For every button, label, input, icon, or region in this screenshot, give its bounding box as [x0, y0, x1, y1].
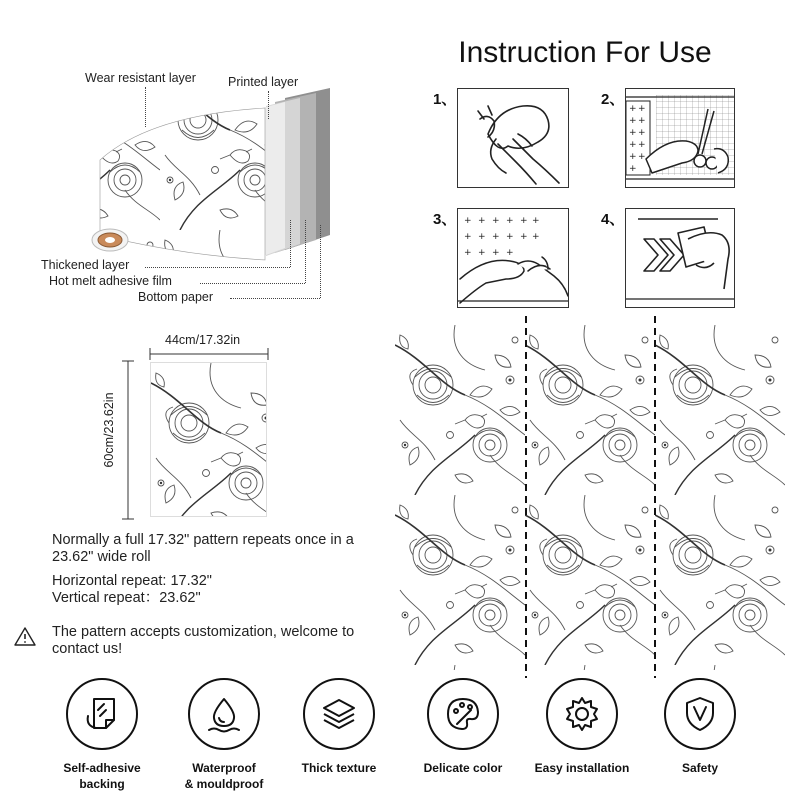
- feature-easy-installation-circle: [546, 678, 618, 750]
- thickened-leader-line: [145, 267, 290, 268]
- thickened-layer-label: Thickened layer: [41, 258, 130, 272]
- feature-thick-texture: [279, 678, 399, 776]
- instruction-title: Instruction For Use: [458, 36, 712, 69]
- thickened-leader-vert: [290, 220, 291, 267]
- svg-text:+: +: [638, 152, 646, 162]
- hot-melt-leader-line: [200, 283, 305, 284]
- feature-self-adhesive: [42, 678, 162, 792]
- hot-melt-leader-vert: [305, 220, 306, 283]
- feature-self-adhesive-circle: [66, 678, 138, 750]
- seam-line-2: [653, 316, 657, 678]
- bottom-paper-leader-line: [230, 298, 320, 299]
- svg-text:+: +: [478, 248, 486, 258]
- step-2-number: 2、: [601, 91, 625, 108]
- peel-backing-icon: [458, 209, 568, 307]
- tiled-floral-pattern-image: [395, 325, 785, 670]
- wear-resistant-layer-label: Wear resistant layer: [85, 71, 196, 85]
- feature-thick-texture-label: Thick texture: [301, 761, 377, 775]
- wear-leader-line: [145, 87, 146, 127]
- customization-notice: The pattern accepts customization, welcome to contact us!: [52, 624, 355, 657]
- vertical-repeat: Vertical repeat：23.62": [52, 590, 201, 606]
- step-3-box: [457, 208, 569, 308]
- svg-text:+: +: [520, 232, 528, 242]
- step-4-box: [625, 208, 735, 308]
- width-dimension-arrow: [149, 347, 269, 361]
- bottom-paper-label: Bottom paper: [138, 290, 214, 304]
- gear-icon: [562, 694, 602, 734]
- feature-waterproof: [164, 678, 284, 792]
- svg-text:+: +: [638, 104, 646, 114]
- svg-text:+: +: [629, 128, 637, 138]
- palette-icon: [443, 694, 483, 734]
- svg-text:+: +: [492, 216, 500, 226]
- feature-waterproof-circle: [188, 678, 260, 750]
- smooth-with-scraper-icon: [626, 209, 734, 307]
- shield-icon: [680, 694, 720, 734]
- svg-text:+: +: [506, 216, 514, 226]
- svg-text:+: +: [638, 116, 646, 126]
- feature-thick-texture-circle: [303, 678, 375, 750]
- height-dimension-arrow: [121, 360, 135, 520]
- water-drop-icon: [204, 694, 244, 734]
- step-1-box: [457, 88, 569, 188]
- svg-text:+: +: [478, 232, 486, 242]
- feature-safety-circle: [664, 678, 736, 750]
- pattern-sample: [150, 362, 267, 517]
- horizontal-repeat: Horizontal repeat: 17.32": [52, 573, 212, 589]
- step-3-number: 3、: [433, 211, 457, 228]
- layers-icon: [319, 694, 359, 734]
- svg-text:+: +: [506, 248, 514, 258]
- feature-delicate-color-label: Delicate color: [423, 761, 503, 775]
- feature-self-adhesive-label: Self-adhesive backing: [63, 761, 141, 791]
- step-1-number: 1、: [433, 91, 457, 108]
- svg-text:+: +: [532, 232, 540, 242]
- svg-text:+: +: [506, 232, 514, 242]
- step-4-number: 4、: [601, 211, 625, 228]
- hot-melt-adhesive-film-label: Hot melt adhesive film: [49, 274, 172, 288]
- svg-text:+: +: [464, 232, 472, 242]
- printed-leader-line: [268, 91, 269, 119]
- height-dimension-label: 60cm/23.62in: [102, 392, 116, 468]
- svg-text:+: +: [492, 248, 500, 258]
- svg-text:+: +: [638, 128, 646, 138]
- svg-text:+: +: [629, 104, 637, 114]
- cut-wallpaper-icon: [626, 89, 734, 187]
- seam-line-1: [524, 316, 528, 678]
- feature-delicate-color-circle: [427, 678, 499, 750]
- svg-text:+: +: [478, 216, 486, 226]
- svg-text:+: +: [532, 216, 540, 226]
- feature-delicate-color: [403, 678, 523, 776]
- wallpaper-roll-illustration: [30, 60, 360, 310]
- step-2-box: [625, 88, 735, 188]
- svg-text:+: +: [629, 152, 637, 162]
- repeat-description: Normally a full 17.32" pattern repeats once in a 23.62" wide roll: [52, 532, 354, 565]
- clean-wall-icon: [458, 89, 568, 187]
- svg-text:+: +: [464, 248, 472, 258]
- svg-text:+: +: [638, 140, 646, 150]
- printed-layer-label: Printed layer: [228, 75, 299, 89]
- tiled-pattern-preview: [395, 325, 785, 670]
- feature-easy-installation: [522, 678, 642, 776]
- svg-text:+: +: [629, 164, 637, 174]
- roll-layer-diagram: [30, 60, 360, 310]
- feature-waterproof-label: Waterproof & mouldproof: [184, 761, 264, 791]
- warning-icon: [14, 626, 36, 646]
- svg-text:+: +: [492, 232, 500, 242]
- feature-safety: [640, 678, 760, 776]
- svg-text:+: +: [629, 140, 637, 150]
- svg-text:+: +: [464, 216, 472, 226]
- width-dimension-label: 44cm/17.32in: [165, 333, 241, 347]
- feature-safety-label: Safety: [681, 761, 719, 775]
- svg-text:+: +: [520, 216, 528, 226]
- sticker-icon: [82, 694, 122, 734]
- floral-pattern-sample-image: [151, 363, 267, 517]
- feature-easy-installation-label: Easy installation: [534, 761, 630, 775]
- svg-text:+: +: [629, 116, 637, 126]
- bottom-paper-leader-vert: [320, 225, 321, 298]
